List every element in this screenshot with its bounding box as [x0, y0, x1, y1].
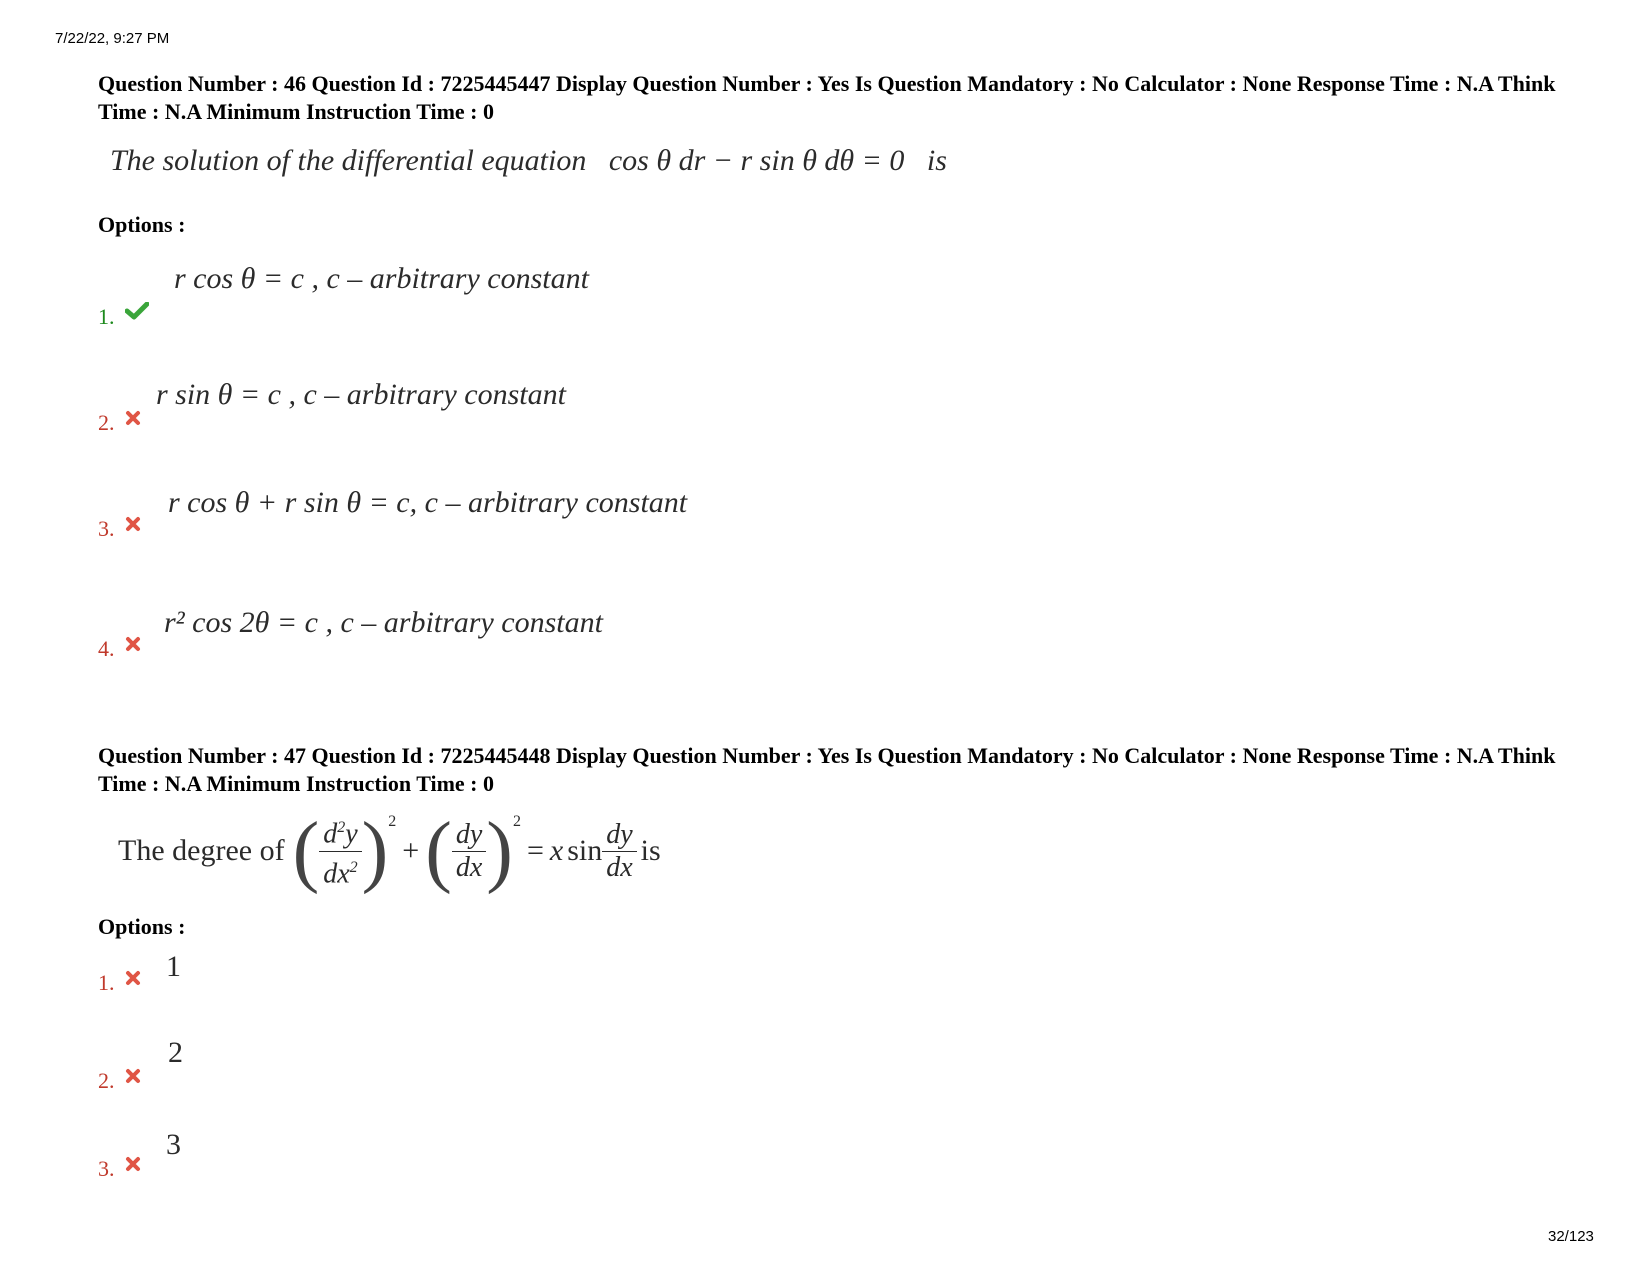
- stem-text: The solution of the differential equation: [110, 144, 587, 177]
- option-1-marker: [98, 302, 149, 330]
- stem-suffix: is: [926, 144, 947, 177]
- option-4-marker: [98, 636, 141, 662]
- cross-icon: [125, 1068, 141, 1089]
- check-icon: [125, 302, 149, 325]
- cross-icon: [125, 516, 141, 537]
- option-text: r cos θ = c , c – arbitrary constant: [174, 262, 589, 295]
- page-number: 32/123: [1548, 1228, 1594, 1245]
- option-2-marker: [98, 410, 141, 436]
- option-4-text: [164, 606, 603, 640]
- option-3-marker: [98, 516, 141, 542]
- option-number: 1.: [98, 304, 115, 329]
- stem-equation: cos θ dr − r sin θ dθ = 0: [608, 144, 905, 177]
- option-number: 2.: [98, 410, 115, 435]
- print-datetime: 7/22/22, 9:27 PM: [55, 30, 170, 47]
- option-number: 4.: [98, 636, 115, 661]
- option-1-marker: [98, 970, 141, 996]
- stem-suffix: is: [640, 834, 661, 867]
- option-3-text: [168, 486, 687, 520]
- cross-icon: [125, 970, 141, 991]
- option-number: 3.: [98, 1156, 115, 1181]
- option-text: r cos θ + r sin θ = c, c – arbitrary constant: [168, 486, 688, 519]
- option-3-text: 3: [166, 1128, 181, 1161]
- option-1-text: 1: [166, 950, 181, 983]
- cross-icon: [125, 1156, 141, 1177]
- cross-icon: [125, 410, 141, 431]
- option-2-marker: [98, 1068, 141, 1094]
- stem-equation: ( $\frac{d^2y}{dx^2}$ ) $^2$ + ( $\frac{dy}{dx}$ ) $^2$ = x sin $\frac{dy}{dx}$: [293, 811, 637, 891]
- option-text: r sin θ = c , c – arbitrary constant: [156, 378, 566, 411]
- option-text: r² cos 2θ = c , c – arbitrary constant: [164, 606, 603, 639]
- option-2-text: [156, 378, 566, 412]
- option-3-marker: [98, 1156, 141, 1182]
- option-number: 3.: [98, 516, 115, 541]
- option-number: 1.: [98, 970, 115, 995]
- cross-icon: [125, 636, 141, 657]
- question-47-stem: [118, 806, 661, 896]
- option-number: 2.: [98, 1068, 115, 1093]
- stem-text: The degree of: [118, 834, 285, 867]
- option-2-text: 2: [168, 1036, 183, 1069]
- question-47-meta: Question Number : 47 Question Id : 7225445448 Display Question Number : Yes Is Question Mandatory : No Calculator : None Response Time : N.A Think Time : N.A Minimum Instruction Time : 0: [98, 743, 1556, 796]
- options-label: Options :: [98, 212, 186, 237]
- option-1-text: [174, 262, 589, 296]
- question-46-meta: Question Number : 46 Question Id : 7225445447 Display Question Number : Yes Is Question Mandatory : No Calculator : None Response Time : N.A Think Time : N.A Minimum Instruction Time : 0: [98, 71, 1556, 124]
- options-label: Options :: [98, 914, 186, 939]
- question-46-stem: [110, 144, 947, 178]
